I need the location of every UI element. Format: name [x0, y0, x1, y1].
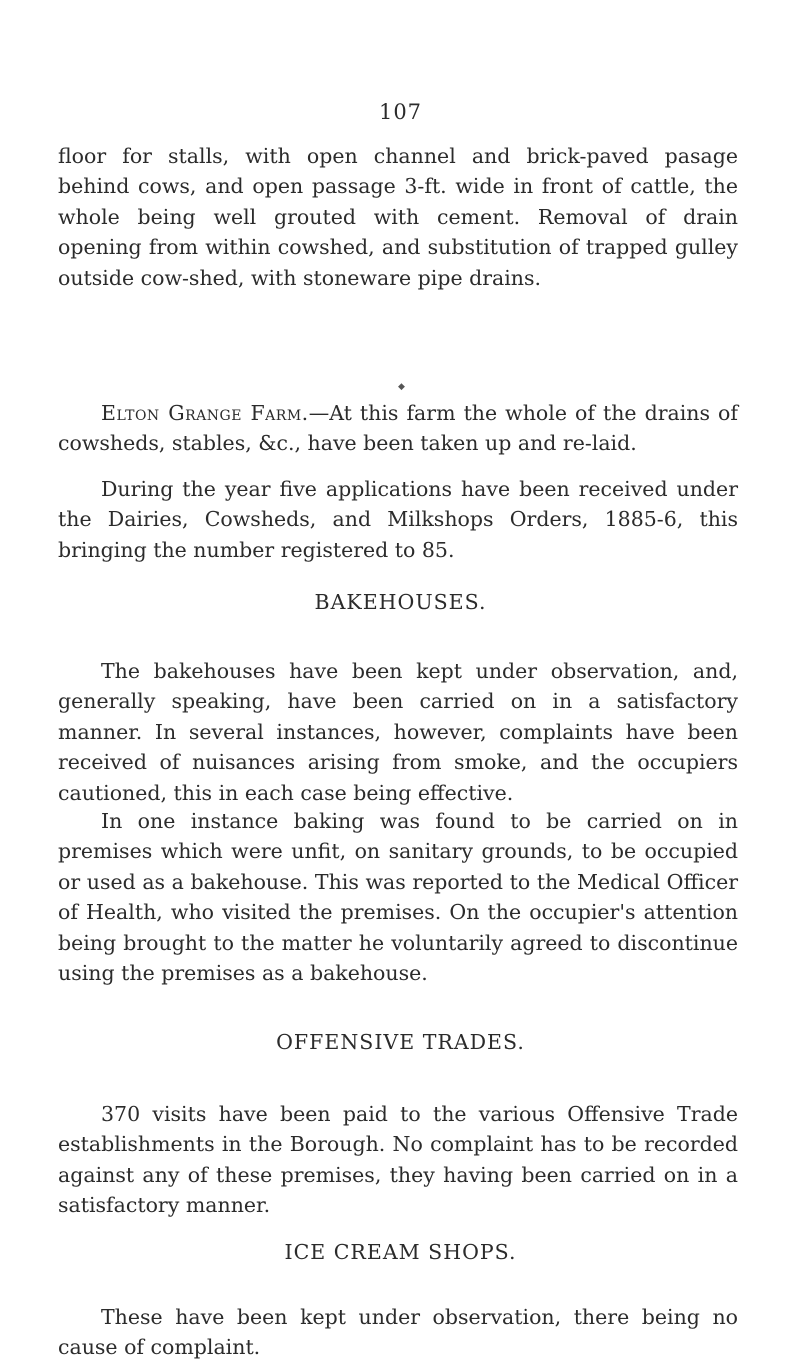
- heading-ice-cream-shops: ICE CREAM SHOPS.: [284, 1240, 517, 1264]
- paragraph-text: In one instance baking was found to be carried on in premises which were unfit, on sanitary grounds, to be occupied or used as a bakehouse. This was reported to the Medical Officer of Health, who visited the premises. On the occupier's attention being brought to the matter he voluntarily agreed to discontinue using the premises as a bakehouse.: [58, 809, 738, 986]
- paragraph-ice-cream: [58, 1302, 738, 1363]
- paragraph-text: The bakehouses have been kept under observation, and, generally speaking, have been carried on in a satisfactory manner. In several instances, however, complaints have been received of nuisances arising from smoke, and the occupiers cautioned, this in each case being effective.: [58, 659, 738, 805]
- stray-mark: ◆: [398, 382, 405, 392]
- heading-offensive-trades: OFFENSIVE TRADES.: [276, 1030, 525, 1054]
- paragraph-cowshed-works: [58, 141, 738, 293]
- paragraph-dairies: [58, 474, 738, 565]
- paragraph-bakehouses-observation: [58, 656, 738, 808]
- page-number: 107: [378, 100, 423, 124]
- paragraph-text: 370 visits have been paid to the various Offensive Trade establishments in the Borough. No complaint has to be recorded against any of these premises, they having been carried on in a satisfactory manner.: [58, 1102, 738, 1218]
- farm-name: Elton Grange Farm.: [101, 401, 309, 425]
- paragraph-offensive-trades: [58, 1099, 738, 1221]
- heading-bakehouses: BAKEHOUSES.: [314, 590, 487, 614]
- paragraph-text: floor for stalls, with open channel and brick-paved pasage behind cows, and open passage 3-ft. wide in front of cattle, the whole being well grouted with cement. Removal of drain opening from within cowshed, and substitution of trapped gulley outside cow-shed, with stoneware pipe drains.: [58, 144, 738, 290]
- paragraph-text: During the year five applications have been received under the Dairies, Cowsheds, and Milkshops Orders, 1885-6, this bringing the number registered to 85.: [58, 477, 738, 562]
- paragraph-bakehouse-unfit: [58, 806, 738, 988]
- paragraph-elton-grange: [58, 398, 738, 459]
- paragraph-text: —At this farm the whole of the drains of cowsheds, stables, &c., have been taken up and re-laid.: [58, 401, 738, 456]
- paragraph-text: These have been kept under observation, there being no cause of complaint.: [58, 1305, 738, 1360]
